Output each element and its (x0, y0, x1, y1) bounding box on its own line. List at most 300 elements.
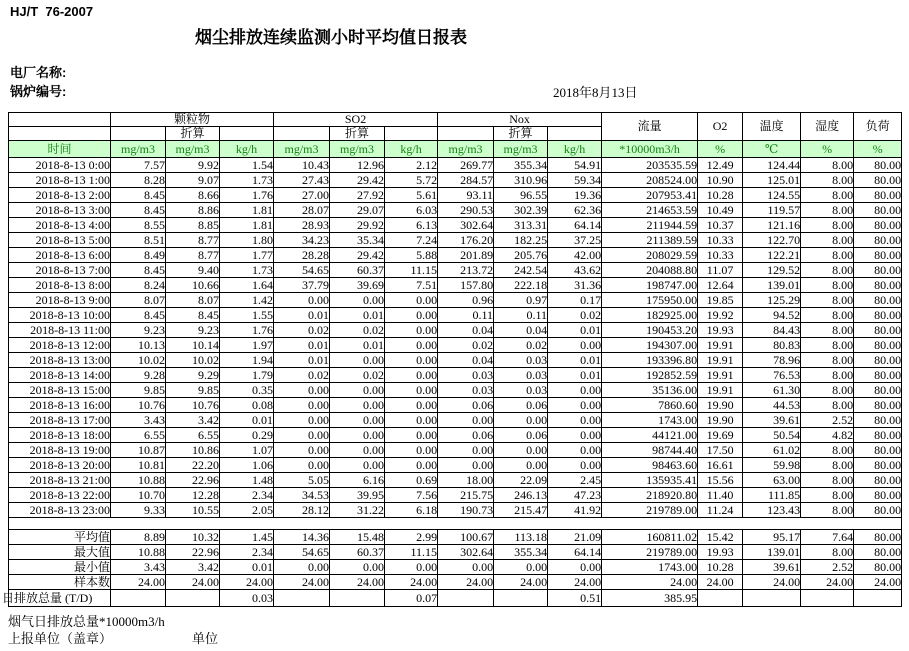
value-cell: 61.30 (743, 383, 801, 398)
table-row (9, 173, 902, 188)
value-cell: 8.00 (801, 173, 854, 188)
value-cell: 302.64 (438, 218, 494, 233)
value-cell: 9.92 (166, 158, 220, 173)
value-cell: 1.64 (220, 278, 274, 293)
value-cell: 8.77 (166, 248, 220, 263)
value-cell: 0.00 (274, 458, 330, 473)
value-cell: 80.00 (854, 173, 902, 188)
value-cell: 8.86 (166, 203, 220, 218)
summary-value-cell: 22.96 (166, 545, 220, 560)
value-cell: 0.29 (220, 428, 274, 443)
value-cell: 19.85 (698, 293, 743, 308)
value-cell: 12.64 (698, 278, 743, 293)
summary-value-cell: 54.65 (274, 545, 330, 560)
value-cell: 0.00 (385, 353, 438, 368)
time-cell: 2018-8-13 19:00 (9, 443, 111, 458)
value-cell: 0.35 (220, 383, 274, 398)
summary-value-cell: 64.14 (548, 545, 602, 560)
value-cell: 122.70 (743, 233, 801, 248)
value-cell: 125.29 (743, 293, 801, 308)
value-cell: 94.52 (743, 308, 801, 323)
value-cell: 9.07 (166, 173, 220, 188)
value-cell: 0.00 (494, 458, 548, 473)
value-cell: 198747.00 (602, 278, 698, 293)
flue-gas-total-label: 烟气日排放总量*10000m3/h (8, 614, 165, 629)
header-group-row (9, 113, 902, 127)
value-cell: 0.00 (330, 293, 385, 308)
summary-value-cell: 24.00 (166, 575, 220, 590)
header-so2-converted: 折算 (330, 127, 385, 141)
value-cell: 8.00 (801, 278, 854, 293)
value-cell: 10.55 (166, 503, 220, 518)
value-cell: 9.23 (166, 323, 220, 338)
summary-value-cell (854, 590, 902, 607)
header-nox-converted: 折算 (494, 127, 548, 141)
table-row (9, 248, 902, 263)
report-date: 2018年8月13日 (553, 85, 638, 100)
value-cell: 12.49 (698, 158, 743, 173)
summary-value-cell (743, 590, 801, 607)
value-cell: 0.00 (548, 413, 602, 428)
value-cell: 10.13 (111, 338, 166, 353)
value-cell: 213.72 (438, 263, 494, 278)
value-cell: 59.98 (743, 458, 801, 473)
value-cell: 8.28 (111, 173, 166, 188)
summary-value-cell (801, 590, 854, 607)
value-cell: 60.37 (330, 263, 385, 278)
value-cell: 0.17 (548, 293, 602, 308)
time-cell: 2018-8-13 18:00 (9, 428, 111, 443)
value-cell: 124.55 (743, 188, 801, 203)
value-cell: 8.45 (111, 263, 166, 278)
summary-value-cell: 10.88 (111, 545, 166, 560)
value-cell: 76.53 (743, 368, 801, 383)
summary-row (9, 575, 902, 590)
value-cell: 0.00 (274, 398, 330, 413)
value-cell: 29.92 (330, 218, 385, 233)
value-cell: 0.03 (438, 383, 494, 398)
plant-name-label: 电厂名称: (10, 65, 67, 80)
value-cell: 10.87 (111, 443, 166, 458)
value-cell: 0.03 (494, 353, 548, 368)
report-table (2, 112, 902, 607)
value-cell: 39.69 (330, 278, 385, 293)
value-cell: 0.00 (385, 383, 438, 398)
value-cell: 0.00 (330, 458, 385, 473)
table-row (9, 233, 902, 248)
value-cell: 125.01 (743, 173, 801, 188)
table-row (9, 443, 902, 458)
header-pm-group: 颗粒物 (111, 113, 274, 127)
summary-value-cell (111, 590, 166, 607)
value-cell: 0.00 (548, 443, 602, 458)
summary-value-cell: 7.64 (801, 530, 854, 545)
value-cell: 0.02 (438, 338, 494, 353)
value-cell: 39.61 (743, 413, 801, 428)
value-cell: 0.02 (274, 323, 330, 338)
summary-value-cell: 0.00 (274, 560, 330, 575)
summary-label: 最大值 (9, 545, 111, 560)
value-cell: 98463.60 (602, 458, 698, 473)
value-cell: 3.42 (166, 413, 220, 428)
table-row (9, 338, 902, 353)
value-cell: 19.91 (698, 338, 743, 353)
value-cell: 175950.00 (602, 293, 698, 308)
summary-label: 样本数 (9, 575, 111, 590)
time-cell: 2018-8-13 0:00 (9, 158, 111, 173)
value-cell: 0.01 (548, 323, 602, 338)
value-cell: 22.96 (166, 473, 220, 488)
time-cell: 2018-8-13 14:00 (9, 368, 111, 383)
value-cell: 80.00 (854, 458, 902, 473)
header-temperature: 温度 (743, 113, 801, 141)
summary-value-cell: 24.00 (801, 575, 854, 590)
value-cell: 269.77 (438, 158, 494, 173)
summary-value-cell: 24.00 (220, 575, 274, 590)
value-cell: 355.34 (494, 158, 548, 173)
value-cell: 10.02 (166, 353, 220, 368)
value-cell: 19.90 (698, 413, 743, 428)
time-cell: 2018-8-13 8:00 (9, 278, 111, 293)
value-cell: 29.07 (330, 203, 385, 218)
value-cell: 290.53 (438, 203, 494, 218)
value-cell: 80.00 (854, 263, 902, 278)
summary-value-cell: 24.00 (385, 575, 438, 590)
value-cell: 35136.00 (602, 383, 698, 398)
value-cell: 193396.80 (602, 353, 698, 368)
summary-value-cell: 219789.00 (602, 545, 698, 560)
table-row (9, 308, 902, 323)
value-cell: 219789.00 (602, 503, 698, 518)
value-cell: 0.06 (494, 398, 548, 413)
summary-value-cell: 2.99 (385, 530, 438, 545)
value-cell: 0.00 (494, 413, 548, 428)
time-cell: 2018-8-13 16:00 (9, 398, 111, 413)
header-time: 时间 (9, 141, 111, 158)
value-cell: 0.01 (548, 368, 602, 383)
value-cell: 42.00 (548, 248, 602, 263)
summary-value-cell: 355.34 (494, 545, 548, 560)
value-cell: 80.00 (854, 368, 902, 383)
value-cell: 1.76 (220, 323, 274, 338)
value-cell: 0.00 (494, 443, 548, 458)
value-cell: 0.00 (385, 458, 438, 473)
value-cell: 80.00 (854, 353, 902, 368)
value-cell: 47.23 (548, 488, 602, 503)
value-cell: 7.51 (385, 278, 438, 293)
table-row (9, 503, 902, 518)
value-cell: 0.06 (438, 398, 494, 413)
value-cell: 211389.59 (602, 233, 698, 248)
value-cell: 0.00 (330, 353, 385, 368)
summary-value-cell: 11.15 (385, 545, 438, 560)
summary-value-cell: 0.03 (220, 590, 274, 607)
value-cell: 80.00 (854, 248, 902, 263)
table-row (9, 488, 902, 503)
value-cell: 124.44 (743, 158, 801, 173)
value-cell: 310.96 (494, 173, 548, 188)
value-cell: 8.00 (801, 368, 854, 383)
value-cell: 0.00 (385, 413, 438, 428)
value-cell: 6.55 (111, 428, 166, 443)
header-humidity: 湿度 (801, 113, 854, 141)
value-cell: 80.00 (854, 473, 902, 488)
value-cell: 8.45 (111, 308, 166, 323)
value-cell: 29.42 (330, 248, 385, 263)
value-cell: 11.40 (698, 488, 743, 503)
value-cell: 1.06 (220, 458, 274, 473)
value-cell: 10.02 (111, 353, 166, 368)
value-cell: 0.00 (438, 413, 494, 428)
summary-value-cell: 0.00 (494, 560, 548, 575)
header-o2: O2 (698, 113, 743, 141)
value-cell: 11.15 (385, 263, 438, 278)
summary-value-cell: 2.52 (801, 560, 854, 575)
time-cell: 2018-8-13 6:00 (9, 248, 111, 263)
value-cell: 10.49 (698, 203, 743, 218)
unit-cell: *10000m3/h (602, 141, 698, 158)
value-cell: 80.00 (854, 338, 902, 353)
time-cell: 2018-8-13 3:00 (9, 203, 111, 218)
value-cell: 6.03 (385, 203, 438, 218)
summary-value-cell (698, 590, 743, 607)
value-cell: 80.00 (854, 323, 902, 338)
summary-value-cell: 15.48 (330, 530, 385, 545)
value-cell: 135935.41 (602, 473, 698, 488)
page-title: 烟尘排放连续监测小时平均值日报表 (195, 28, 467, 47)
summary-row (9, 545, 902, 560)
value-cell: 1.79 (220, 368, 274, 383)
unit-cell: % (801, 141, 854, 158)
value-cell: 9.28 (111, 368, 166, 383)
value-cell: 0.06 (438, 428, 494, 443)
summary-value-cell: 95.17 (743, 530, 801, 545)
value-cell: 0.00 (385, 338, 438, 353)
value-cell: 176.20 (438, 233, 494, 248)
value-cell: 9.85 (166, 383, 220, 398)
summary-value-cell: 39.61 (743, 560, 801, 575)
value-cell: 8.66 (166, 188, 220, 203)
table-row (9, 263, 902, 278)
summary-value-cell: 24.00 (111, 575, 166, 590)
value-cell: 28.12 (274, 503, 330, 518)
value-cell: 80.00 (854, 503, 902, 518)
value-cell: 0.04 (494, 323, 548, 338)
value-cell: 80.00 (854, 443, 902, 458)
value-cell: 80.00 (854, 293, 902, 308)
time-cell: 2018-8-13 12:00 (9, 338, 111, 353)
value-cell: 62.36 (548, 203, 602, 218)
summary-value-cell: 0.51 (548, 590, 602, 607)
summary-value-cell: 2.34 (220, 545, 274, 560)
header-unit-row (9, 141, 902, 158)
header-nox-group: Nox (438, 113, 602, 127)
value-cell: 8.85 (166, 218, 220, 233)
value-cell: 222.18 (494, 278, 548, 293)
value-cell: 19.90 (698, 398, 743, 413)
unit-cell: mg/m3 (274, 141, 330, 158)
table-row (9, 323, 902, 338)
value-cell: 0.02 (330, 368, 385, 383)
value-cell: 80.00 (854, 188, 902, 203)
value-cell: 1.94 (220, 353, 274, 368)
value-cell: 0.00 (274, 428, 330, 443)
value-cell: 284.57 (438, 173, 494, 188)
value-cell: 0.03 (494, 383, 548, 398)
value-cell: 41.92 (548, 503, 602, 518)
value-cell: 54.91 (548, 158, 602, 173)
value-cell: 9.33 (111, 503, 166, 518)
value-cell: 0.00 (385, 368, 438, 383)
summary-value-cell: 24.00 (274, 575, 330, 590)
summary-value-cell: 24.00 (854, 575, 902, 590)
value-cell: 215.47 (494, 503, 548, 518)
value-cell: 10.76 (166, 398, 220, 413)
value-cell: 0.11 (438, 308, 494, 323)
value-cell: 203535.59 (602, 158, 698, 173)
value-cell: 1.07 (220, 443, 274, 458)
time-cell: 2018-8-13 11:00 (9, 323, 111, 338)
summary-value-cell: 0.00 (385, 560, 438, 575)
value-cell: 80.00 (854, 398, 902, 413)
value-cell: 0.01 (220, 413, 274, 428)
table-row (9, 473, 902, 488)
unit-label: 单位 (192, 631, 219, 646)
value-cell: 96.55 (494, 188, 548, 203)
value-cell: 0.08 (220, 398, 274, 413)
summary-value-cell: 19.93 (698, 545, 743, 560)
summary-value-cell: 100.67 (438, 530, 494, 545)
value-cell: 2.05 (220, 503, 274, 518)
summary-value-cell: 21.09 (548, 530, 602, 545)
summary-value-cell: 24.00 (438, 575, 494, 590)
value-cell: 10.81 (111, 458, 166, 473)
summary-value-cell: 113.18 (494, 530, 548, 545)
summary-label: 最小值 (9, 560, 111, 575)
table-row (9, 383, 902, 398)
time-cell: 2018-8-13 10:00 (9, 308, 111, 323)
time-cell: 2018-8-13 4:00 (9, 218, 111, 233)
value-cell: 8.07 (166, 293, 220, 308)
value-cell: 0.03 (494, 368, 548, 383)
unit-cell: mg/m3 (438, 141, 494, 158)
value-cell: 19.91 (698, 368, 743, 383)
value-cell: 10.14 (166, 338, 220, 353)
value-cell: 1.73 (220, 173, 274, 188)
header-flow: 流量 (602, 113, 698, 141)
value-cell: 0.69 (385, 473, 438, 488)
summary-value-cell: 80.00 (854, 530, 902, 545)
value-cell: 50.54 (743, 428, 801, 443)
value-cell: 10.88 (111, 473, 166, 488)
value-cell: 5.72 (385, 173, 438, 188)
value-cell: 80.00 (854, 383, 902, 398)
value-cell: 122.21 (743, 248, 801, 263)
value-cell: 0.00 (548, 338, 602, 353)
value-cell: 27.00 (274, 188, 330, 203)
summary-value-cell: 1.45 (220, 530, 274, 545)
value-cell: 0.00 (274, 413, 330, 428)
time-cell: 2018-8-13 15:00 (9, 383, 111, 398)
summary-value-cell (166, 590, 220, 607)
time-cell: 2018-8-13 9:00 (9, 293, 111, 308)
value-cell: 84.43 (743, 323, 801, 338)
value-cell: 31.36 (548, 278, 602, 293)
value-cell: 218920.80 (602, 488, 698, 503)
value-cell: 0.00 (548, 398, 602, 413)
summary-row (9, 530, 902, 545)
value-cell: 8.00 (801, 503, 854, 518)
summary-value-cell: 1743.00 (602, 560, 698, 575)
value-cell: 214653.59 (602, 203, 698, 218)
value-cell: 1.97 (220, 338, 274, 353)
value-cell: 8.00 (801, 323, 854, 338)
value-cell: 8.00 (801, 188, 854, 203)
header-pm-converted: 折算 (166, 127, 220, 141)
summary-value-cell: 0.01 (220, 560, 274, 575)
summary-value-cell: 24.00 (743, 575, 801, 590)
time-cell: 2018-8-13 17:00 (9, 413, 111, 428)
summary-value-cell: 14.36 (274, 530, 330, 545)
value-cell: 0.02 (274, 368, 330, 383)
value-cell: 0.02 (494, 338, 548, 353)
value-cell: 8.51 (111, 233, 166, 248)
unit-cell: kg/h (385, 141, 438, 158)
reporting-unit-label: 上报单位（盖章） (8, 631, 113, 646)
value-cell: 0.00 (548, 428, 602, 443)
value-cell: 0.00 (548, 458, 602, 473)
unit-cell: mg/m3 (330, 141, 385, 158)
value-cell: 111.85 (743, 488, 801, 503)
value-cell: 16.61 (698, 458, 743, 473)
value-cell: 8.00 (801, 383, 854, 398)
table-row (9, 158, 902, 173)
value-cell: 93.11 (438, 188, 494, 203)
value-cell: 8.00 (801, 353, 854, 368)
value-cell: 8.00 (801, 443, 854, 458)
value-cell: 3.43 (111, 413, 166, 428)
table-row (9, 458, 902, 473)
value-cell: 215.75 (438, 488, 494, 503)
value-cell: 80.83 (743, 338, 801, 353)
value-cell: 8.00 (801, 248, 854, 263)
summary-value-cell: 8.89 (111, 530, 166, 545)
time-cell: 2018-8-13 20:00 (9, 458, 111, 473)
value-cell: 8.00 (801, 233, 854, 248)
table-row (9, 413, 902, 428)
value-cell: 139.01 (743, 278, 801, 293)
value-cell: 0.00 (330, 413, 385, 428)
unit-cell: % (698, 141, 743, 158)
summary-value-cell: 15.42 (698, 530, 743, 545)
summary-value-cell: 0.00 (548, 560, 602, 575)
table-row (9, 218, 902, 233)
value-cell: 8.77 (166, 233, 220, 248)
value-cell: 80.00 (854, 233, 902, 248)
value-cell: 0.00 (385, 428, 438, 443)
value-cell: 10.33 (698, 248, 743, 263)
value-cell: 7.57 (111, 158, 166, 173)
value-cell: 64.14 (548, 218, 602, 233)
summary-value-cell: 10.32 (166, 530, 220, 545)
time-cell: 2018-8-13 22:00 (9, 488, 111, 503)
summary-value-cell: 0.00 (330, 560, 385, 575)
table-row (9, 428, 902, 443)
value-cell: 0.00 (274, 443, 330, 458)
value-cell: 121.16 (743, 218, 801, 233)
value-cell: 8.00 (801, 488, 854, 503)
table-row (9, 188, 902, 203)
